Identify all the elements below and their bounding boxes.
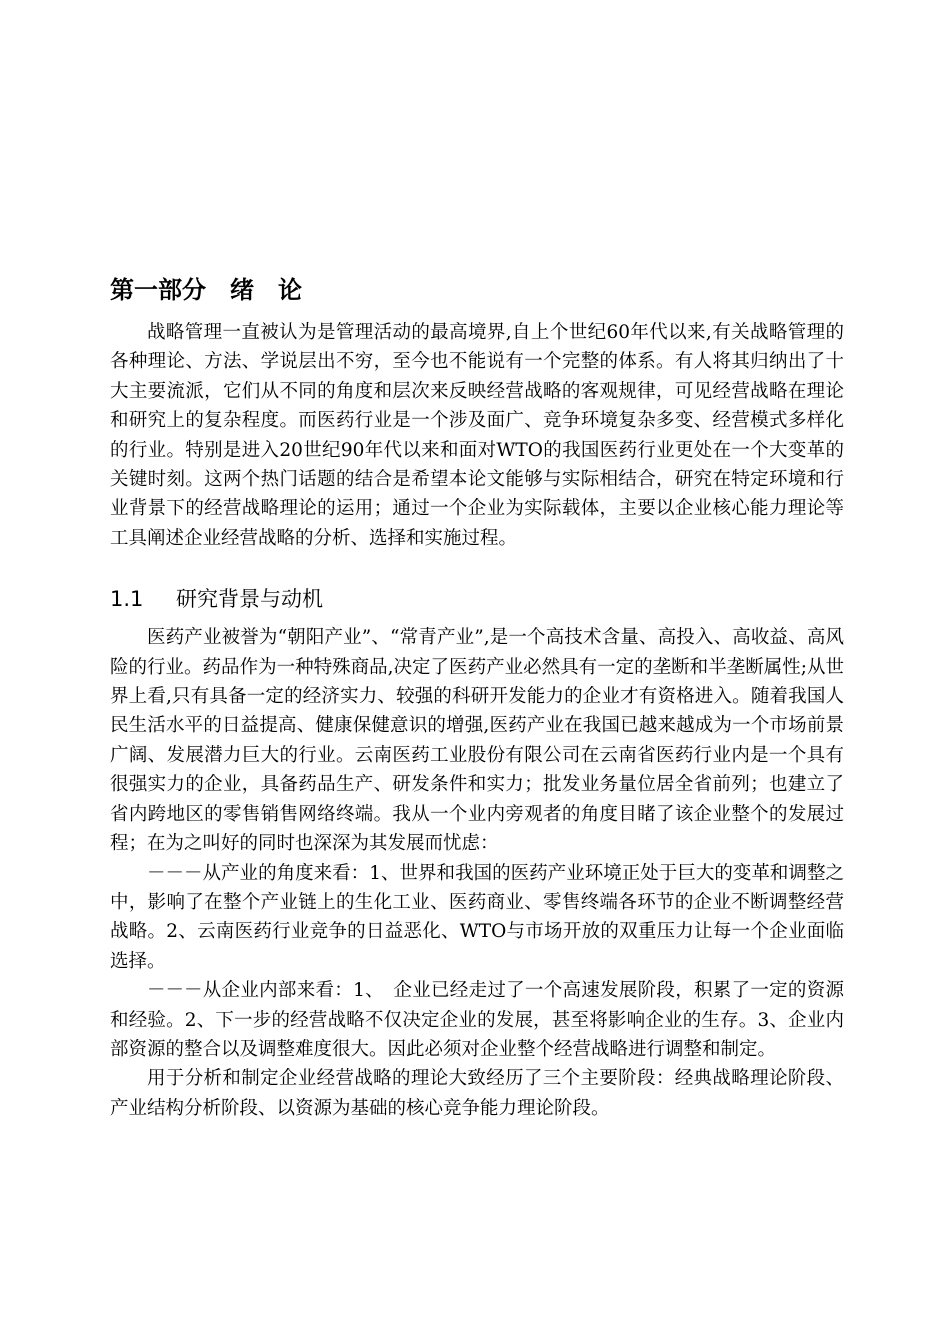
section-paragraph-3: －－－从企业内部来看：1、 企业已经走过了一个高速发展阶段，积累了一定的资源和经验。2、下一步的经营战略不仅决定企业的发展，甚至将影响企业的生存。3、企业内部资源的整合以及调整难度很大。因此必须对企业整个经营战略进行调整和制定。: [110, 980, 844, 1060]
section-paragraph-1: 医药产业被誉为“朝阳产业”、“常青产业”,是一个高技术含量、高投入、高收益、高风险的行业。药品作为一种特殊商品,决定了医药产业必然具有一定的垄断和半垄断属性;从世界上看,只有具备一定的经济实力、较强的科研开发能力的企业才有资格进入。随着我国人民生活水平的日益提高、健康保健意识的增强,医药产业在我国已越来越成为一个市场前景广阔、发展潜力巨大的行业。云南医药工业股份有限公司在云南省医药行业内是一个具有很强实力的企业，具备药品生产、研发条件和实力；批发业务量位居全省前列；也建立了省内跨地区的零售销售网络终端。我从一个业内旁观者的角度目睹了该企业整个的发展过程；在为之叫好的同时也深深为其发展而忧虑：: [110, 627, 844, 855]
document-body: [110, 272, 844, 1123]
section-number: 1.1: [110, 587, 144, 612]
intro-paragraph: 战略管理一直被认为是管理活动的最高境界,自上个世纪60年代以来,有关战略管理的各种理论、方法、学说层出不穷，至今也不能说有一个完整的体系。有人将其归纳出了十大主要流派，它们从不同的角度和层次来反映经营战略的客观规律，可见经营战略在理论和研究上的复杂程度。而医药行业是一个涉及面广、竞争环境复杂多变、经营模式多样化的行业。特别是进入20世纪90年代以来和面对WTO的我国医药行业更处在一个大变革的关键时刻。这两个热门话题的结合是希望本论文能够与实际相结合，研究在特定环境和行业背景下的经营战略理论的运用；通过一个企业为实际载体，主要以企业核心能力理论等工具阐述企业经营战略的分析、选择和实施过程。: [110, 322, 844, 549]
section-title-text: 研究背景与动机: [176, 587, 323, 612]
section-paragraph-4: 用于分析和制定企业经营战略的理论大致经历了三个主要阶段：经典战略理论阶段、产业结构分析阶段、以资源为基础的核心竞争能力理论阶段。: [110, 1068, 844, 1119]
section-heading: [110, 583, 844, 615]
part-heading: 第一部分 绪 论: [110, 276, 302, 304]
section-paragraph-2: －－－从产业的角度来看：1、世界和我国的医药产业环境正处于巨大的变革和调整之中，影响了在整个产业链上的生化工业、医药商业、零售终端各环节的企业不断调整经营战略。2、云南医药行业竞争的日益恶化、WTO与市场开放的双重压力让每一个企业面临选择。: [110, 862, 844, 972]
